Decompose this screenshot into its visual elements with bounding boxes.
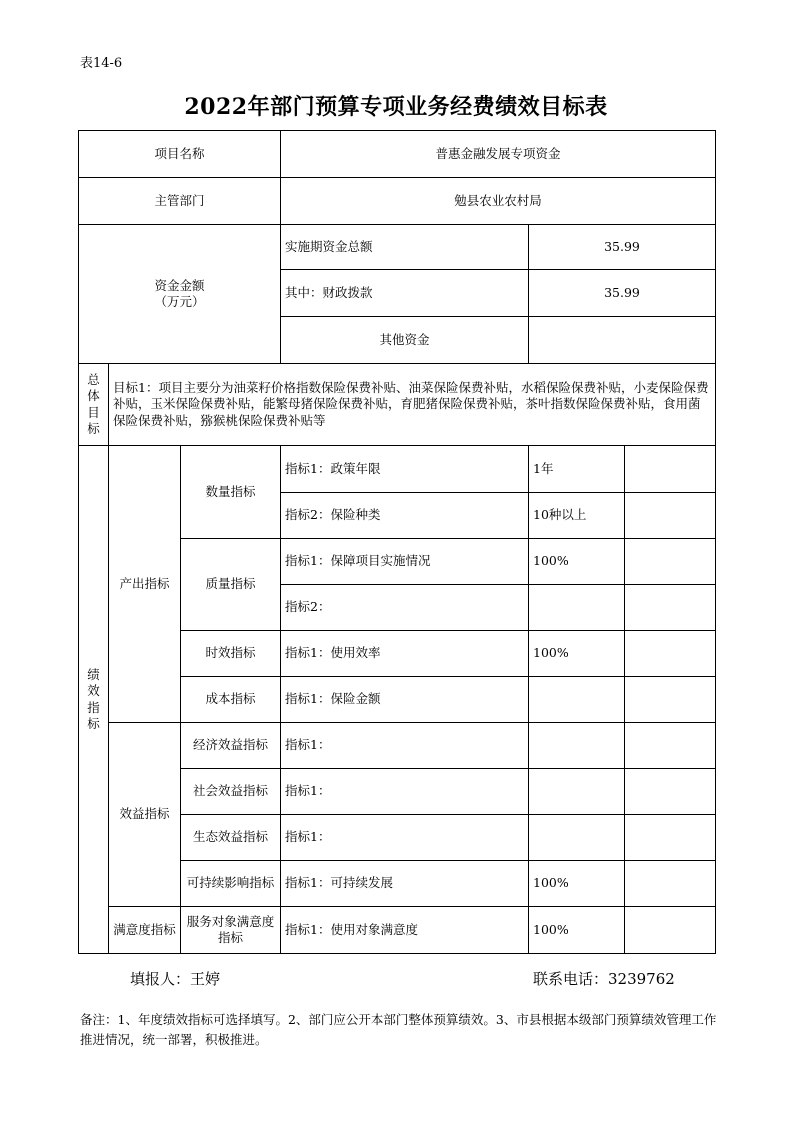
benefit-indicators-label: 效益指标 [109,723,181,907]
funds-label-unit: （万元） [154,294,205,309]
indicator-value [529,769,625,815]
indicator-name: 指标2： [281,585,529,631]
indicator-name: 指标1：使用效率 [281,631,529,677]
indicator-value [529,585,625,631]
indicator-extra [625,769,716,815]
indicator-value: 100% [529,861,625,907]
performance-label: 绩效指标 [79,446,109,954]
indicator-name: 指标1： [281,723,529,769]
output-indicators-label: 产出指标 [109,446,181,723]
indicator-name: 指标1： [281,769,529,815]
indicator-value: 1年 [529,446,625,493]
satisfaction-indicators-label: 满意度指标 [109,907,181,954]
funds-label-main: 资金金额 [154,277,205,293]
indicator-extra [625,861,716,907]
indicator-extra [625,723,716,769]
indicator-value: 10种以上 [529,493,625,539]
overall-goal-row [79,364,716,446]
department-row [79,178,716,225]
indicator-extra [625,815,716,861]
indicator-extra [625,446,716,493]
funds-fiscal-label: 其中：财政拨款 [281,270,529,317]
indicator-extra [625,631,716,677]
indicator-value [529,815,625,861]
economic-benefit-label: 经济效益指标 [181,723,281,769]
indicator-extra [625,493,716,539]
indicator-value: 100% [529,907,625,954]
funds-other-value [529,317,716,364]
funds-total-value: 35.99 [529,225,716,270]
department-value: 勉县农业农村局 [281,178,716,225]
filler-name: 填报人：王婷 [130,970,221,988]
indicator-name: 指标1：使用对象满意度 [281,907,529,954]
project-name-label: 项目名称 [79,131,281,178]
funds-total-label: 实施期资金总额 [281,225,529,270]
indicator-extra [625,907,716,954]
funds-fiscal-value: 35.99 [529,270,716,317]
indicator-extra [625,585,716,631]
indicator-name: 指标1：保障项目实施情况 [281,539,529,585]
funds-other-label: 其他资金 [281,317,529,364]
form-code: 表14-6 [80,56,123,71]
indicator-row [79,907,716,954]
indicator-extra [625,539,716,585]
indicator-name: 指标1：政策年限 [281,446,529,493]
performance-target-table [78,130,716,954]
indicator-value [529,677,625,723]
indicator-value: 100% [529,631,625,677]
footnote: 备注：1、年度绩效指标可选择填写。2、部门应公开本部门整体预算绩效。3、市县根据本级部门预算绩效管理工作推进情况，统一部署，积极推进。 [80,1012,717,1047]
indicator-row [79,723,716,769]
overall-goal-label: 总体目标 [79,364,109,446]
indicator-name: 指标2：保险种类 [281,493,529,539]
contact-phone: 联系电话：3239762 [533,970,675,988]
project-name-row [79,131,716,178]
department-label: 主管部门 [79,178,281,225]
indicator-name: 指标1： [281,815,529,861]
funds-label [79,225,281,364]
indicator-extra [625,677,716,723]
sustainable-impact-label: 可持续影响指标 [181,861,281,907]
overall-goal-text: 目标1：项目主要分为油菜籽价格指数保险保费补贴、油菜保险保费补贴，水稻保险保费补贴，小麦保险保费补贴，玉米保险保费补贴，能繁母猪保险保费补贴，育肥猪保险保费补贴，茶叶指数保险保费补贴，食用菌保险保费补贴，猕猴桃保险保费补贴等 [109,364,716,446]
funds-total-row [79,225,716,270]
indicator-value: 100% [529,539,625,585]
indicator-name: 指标1：保险金额 [281,677,529,723]
social-benefit-label: 社会效益指标 [181,769,281,815]
indicator-row [79,446,716,493]
indicator-value [529,723,625,769]
indicator-name: 指标1：可持续发展 [281,861,529,907]
quantity-indicator-label: 数量指标 [181,446,281,539]
quality-indicator-label: 质量指标 [181,539,281,631]
service-satisfaction-label: 服务对象满意度指标 [181,907,281,954]
ecological-benefit-label: 生态效益指标 [181,815,281,861]
timeliness-indicator-label: 时效指标 [181,631,281,677]
page-title: 2022年部门预算专项业务经费绩效目标表 [184,94,608,120]
cost-indicator-label: 成本指标 [181,677,281,723]
project-name-value: 普惠金融发展专项资金 [281,131,716,178]
